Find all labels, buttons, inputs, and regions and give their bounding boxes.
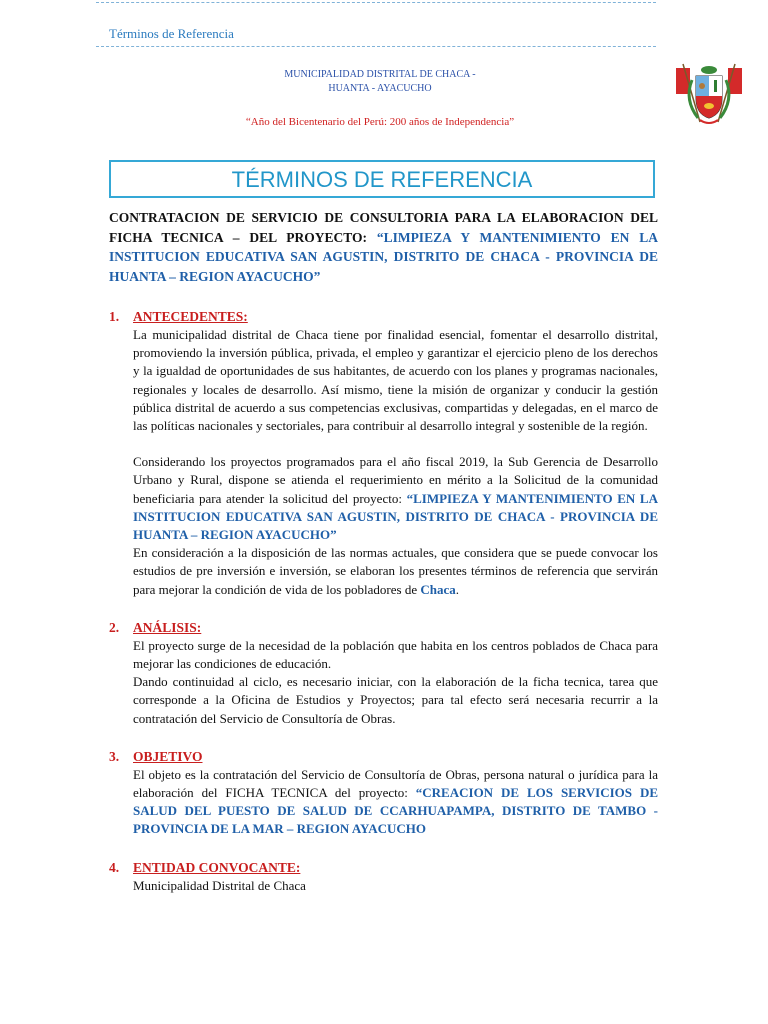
section-number: 4. <box>109 859 120 875</box>
paragraph-text: Considerando los proyectos programados para el año fiscal 2019, la Sub Gerencia de Desarrollo Urbano y Rural, dispone se atienda el requerimiento en mérito a la Solicitud de la comunidad beneficiaria para atender la solicitud del proyecto: <box>133 454 658 506</box>
section-title: ANTECEDENTES: <box>133 309 248 324</box>
header-divider <box>96 46 656 47</box>
paragraph-end: . <box>455 581 459 597</box>
section-number: 2. <box>109 619 120 635</box>
analisis-paragraph-1: El proyecto surge de la necesidad de la población que habita en los centros poblados de Chaca para mejorar las condiciones de educación. <box>133 637 658 672</box>
section-number: 3. <box>109 748 120 764</box>
running-header-title: Términos de Referencia <box>109 26 234 41</box>
section-number: 1. <box>109 309 120 324</box>
place-name: Chaca <box>420 581 456 597</box>
municipality-line-1: MUNICIPALIDAD DISTRITAL DE CHACA - <box>284 69 476 80</box>
municipality-line-2: HUANTA - AYACUCHO <box>328 83 432 94</box>
project-name: “LIMPIEZA Y MANTENIMIENTO EN LA INSTITUCION EDUCATIVA SAN AGUSTIN, DISTRITO DE CHACA - PROVINCIA DE HUANTA – REGION AYACUCHO” <box>133 490 658 543</box>
intro-paragraph <box>109 208 658 286</box>
section-analisis <box>109 619 658 728</box>
municipality-heading <box>240 68 520 96</box>
intro-text: CONTRATACION DE SERVICIO DE CONSULTORIA PARA LA ELABORACION DEL FICHA TECNICA – DEL PROYECTO: <box>109 210 658 245</box>
section-title: ENTIDAD CONVOCANTE: <box>133 859 301 875</box>
document-title-box <box>109 160 655 198</box>
section-heading <box>109 748 658 766</box>
section-entidad <box>109 859 658 895</box>
section-objetivo <box>109 748 658 839</box>
year-motto: “Año del Bicentenario del Perú: 200 años de Independencia” <box>245 116 515 128</box>
project-name: “CREACION DE LOS SERVICIOS DE SALUD DEL PUESTO DE SALUD DE CCARHUAPAMPA, DISTRITO DE TAMBO - PROVINCIA DE LA MAR – REGION AYACUCHO <box>133 785 659 837</box>
top-divider <box>96 2 656 3</box>
section-body <box>133 766 658 839</box>
analisis-paragraph-2: Dando continuidad al ciclo, es necesario iniciar, con la elaboración de la ficha tecnica, tarea que corresponde a la Oficina de Estudios y Proyectos; para tal efecto será necesaria recurrir a la contratación del Servicio de Consultoría de Obras. <box>133 674 658 726</box>
paragraph-text: En consideración a la disposición de las normas actuales, que considera que se puede convocar los estudios de pre inversión e inversión, se elaboran los presentes términos de referencia que servirán para mejorar la condición de vida de los pobladores de <box>133 545 658 597</box>
section-antecedentes <box>109 308 658 599</box>
section-heading <box>109 859 658 877</box>
section-body <box>133 637 658 728</box>
document-body <box>109 208 658 895</box>
paragraph-text: El objeto es la contratación del Servicio de Consultoría de Obras, persona natural o jurídica para la elaboración del FICHA TECNICA del proyecto: <box>133 766 658 801</box>
section-heading <box>109 619 658 637</box>
intro-project-name: “LIMPIEZA Y MANTENIMIENTO EN LA INSTITUCION EDUCATIVA SAN AGUSTIN, DISTRITO DE CHACA - PROVINCIA DE HUANTA – REGION AYACUCHO” <box>109 229 659 284</box>
section-title: OBJETIVO <box>133 748 203 764</box>
document-title: TÉRMINOS DE REFERENCIA <box>231 167 533 192</box>
entidad-paragraph-1: Municipalidad Distrital de Chaca <box>133 877 306 893</box>
objetivo-paragraph-1 <box>133 766 658 839</box>
antecedentes-paragraph-1: La municipalidad distrital de Chaca tiene por finalidad esencial, fomentar el desarrollo distrital, promoviendo la inversión pública, privada, el empleo y garantizar el ejercicio pleno de los derechos y la igualdad de oportunidades de sus habitantes, de acuerdo con los planes y programas nacionales, regionales y locales de desarrollo. Así mismo, tiene la misión de organizar y conducir la gestión pública distrital de acuerdo a sus competencias exclusivas, compartidas y delegadas, en el marco de las políticas nacionales y sectoriales, para contribuir al desarrollo integral y sostenible de la región. <box>133 327 658 434</box>
antecedentes-paragraph-3 <box>133 544 658 599</box>
peru-coat-of-arms-icon <box>670 58 748 130</box>
section-title: ANÁLISIS: <box>133 619 202 635</box>
section-heading <box>109 308 658 326</box>
section-body <box>133 877 658 895</box>
antecedentes-paragraph-2 <box>133 453 658 544</box>
section-body <box>133 326 658 599</box>
